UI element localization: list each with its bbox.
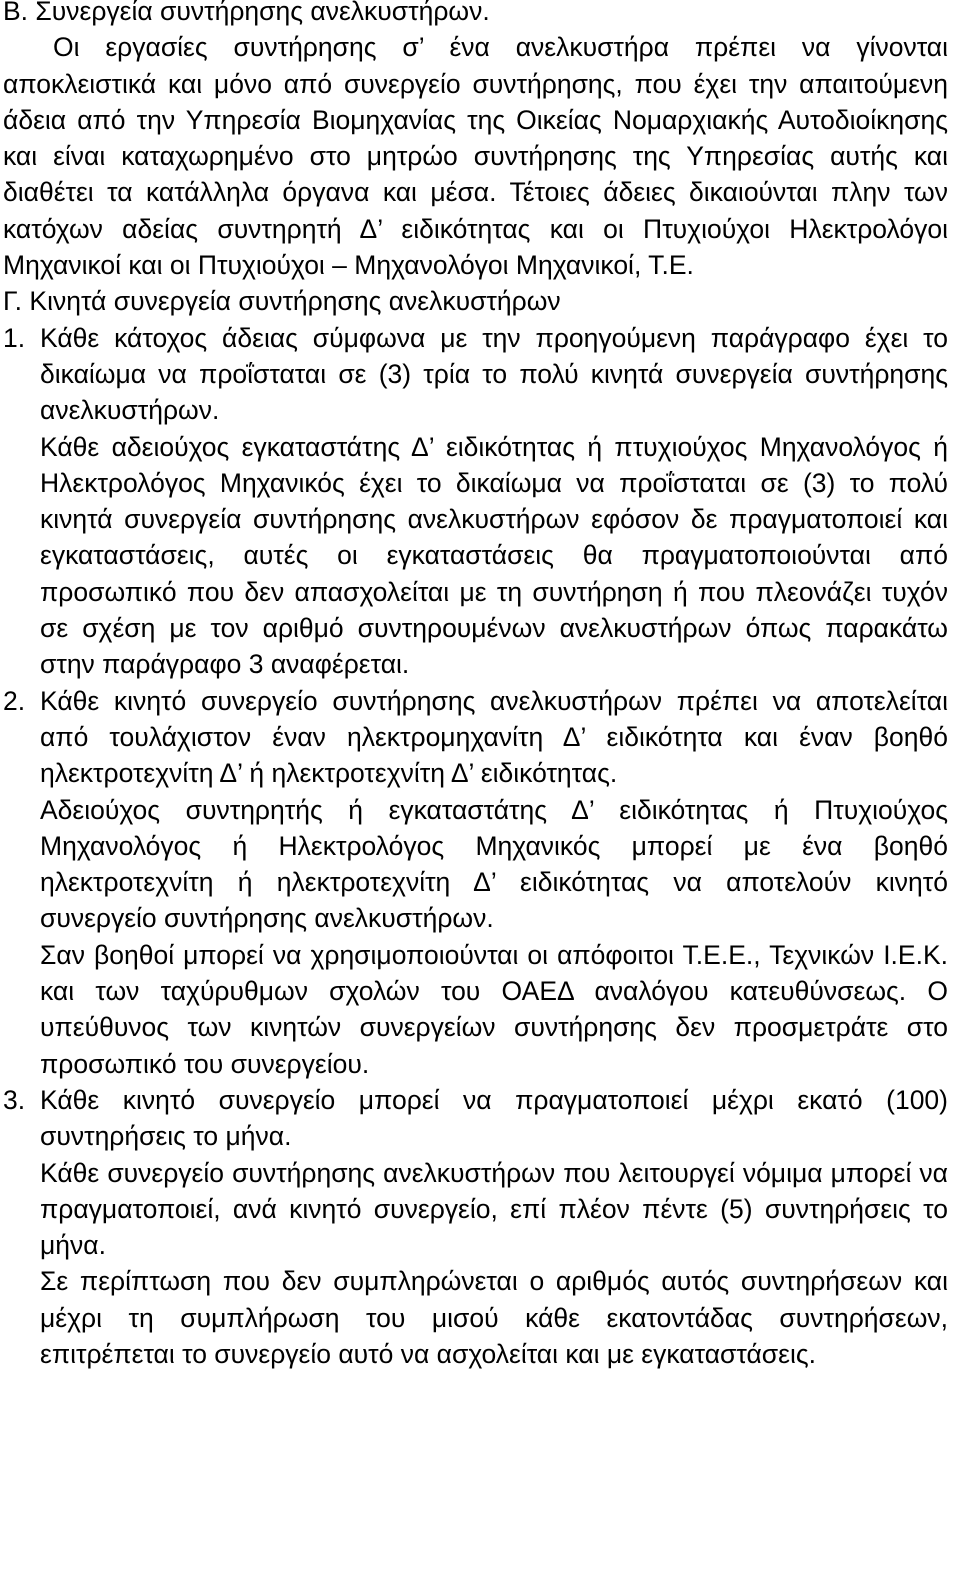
item-text: Κάθε κάτοχος άδειας σύμφωνα με την προηγούμενη παράγραφο έχει το δικαίωμα να προΐσταται σε (3) τρία το πολύ κινητά συνεργεία συντήρησης ανελκυστήρων. bbox=[40, 322, 948, 426]
item-subparagraph: Κάθε αδειούχος εγκαταστάτης Δ’ ειδικότητας ή πτυχιούχος Μηχανολόγος ή Ηλεκτρολόγος Μηχανικός έχει το δικαίωμα να προΐσταται σε (3) το πολύ κινητά συνεργεία συντήρησης ανελκυστήρων εφόσον δε πραγματοποιεί και εγκαταστάσεις, αυτές οι εγκαταστάσεις θα πραγματοποιούνται από προσωπικό που δεν απασχολείται με τη συντήρηση ή που πλεονάζει τυχόν σε σχέση με τον αριθμό συντηρουμένων ανελκυστήρων όπως παρακάτω στην παράγραφο 3 αναφέρεται. bbox=[40, 431, 948, 680]
item-text: Κάθε κινητό συνεργείο συντήρησης ανελκυστήρων πρέπει να αποτελείται από τουλάχιστον έναν ηλεκτρομηχανίτη Δ’ ειδικότητα και έναν βοηθό ηλεκτροτεχνίτη Δ’ ή ηλεκτροτεχνίτη Δ’ ειδικότητας. bbox=[40, 685, 948, 789]
item-text: Κάθε κινητό συνεργείο μπορεί να πραγματοποιεί μέχρι εκατό (100) συντηρήσεις το μήνα. bbox=[40, 1084, 948, 1152]
item-subparagraph: Σε περίπτωση που δεν συμπληρώνεται ο αριθμός αυτός συντηρήσεων και μέχρι τη συμπλήρωση του μισού κάθε εκατοντάδας συντηρήσεων, επιτρέπεται το συνεργείο αυτό να ασχολείται και με εγκαταστάσεις. bbox=[40, 1266, 948, 1369]
item-number: 3. bbox=[3, 1084, 26, 1115]
numbered-item-2-row bbox=[3, 683, 948, 792]
item-subparagraph: Σαν βοηθοί μπορεί να χρησιμοποιούνται οι απόφοιτοι Τ.Ε.Ε., Τεχνικών Ι.Ε.Κ. και των ταχύρυθμων σχολών του ΟΑΕΔ αναλόγου κατευθύνσεως. Ο υπεύθυνος των κινητών συνεργείων συντήρησης δεν προσμετράτε στο προσωπικό του συνεργείου. bbox=[40, 939, 948, 1079]
numbered-item-1 bbox=[3, 320, 948, 683]
item-number: 1. bbox=[3, 322, 26, 353]
item-number: 2. bbox=[3, 685, 26, 716]
section-b-paragraph: Οι εργασίες συντήρησης σ’ ένα ανελκυστήρα πρέπει να γίνονται αποκλειστικά και μόνο από συνεργείο συντήρησης, που έχει την απαιτούμενη άδεια από την Υπηρεσία Βιομηχανίας της Οικείας Νομαρχιακής Αυτοδιοίκησης και είναι καταχωρημένο στο μητρώο συντήρησης της Υπηρεσίας αυτής και διαθέτει τα κατάλληλα όργανα και μέσα. Τέτοιες άδειες δικαιούνται πλην των κατόχων αδείας συντηρητή Δ’ ειδικότητας και οι Πτυχιούχοι Ηλεκτρολόγοι Μηχανικοί και οι Πτυχιούχοι – Μηχανολόγοι Μηχανικοί, Τ.Ε. bbox=[3, 32, 948, 281]
section-c-heading: Γ. Κινητά συνεργεία συντήρησης ανελκυστήρων bbox=[3, 286, 561, 317]
item-subparagraph: Αδειούχος συντηρητής ή εγκαταστάτης Δ’ ειδικότητας ή Πτυχιούχος Μηχανολόγος ή Ηλεκτρολόγος Μηχανικός μπορεί με ένα βοηθό ηλεκτροτεχνίτη ή ηλεκτροτεχνίτη Δ’ ειδικότητας να αποτελούν κινητό συνεργείο συντήρησης ανελκυστήρων. bbox=[40, 794, 948, 934]
numbered-item-3-row bbox=[3, 1082, 948, 1155]
section-b-heading: Β. Συνεργεία συντήρησης ανελκυστήρων. bbox=[3, 0, 490, 26]
numbered-item-1-row bbox=[3, 320, 948, 429]
item-subparagraph: Κάθε συνεργείο συντήρησης ανελκυστήρων που λειτουργεί νόμιμα μπορεί να πραγματοποιεί, ανά κινητό συνεργείο, επί πλέον πέντε (5) συντηρήσεις το μήνα. bbox=[40, 1157, 948, 1261]
numbered-item-3 bbox=[3, 1082, 948, 1372]
numbered-item-2 bbox=[3, 683, 948, 1082]
